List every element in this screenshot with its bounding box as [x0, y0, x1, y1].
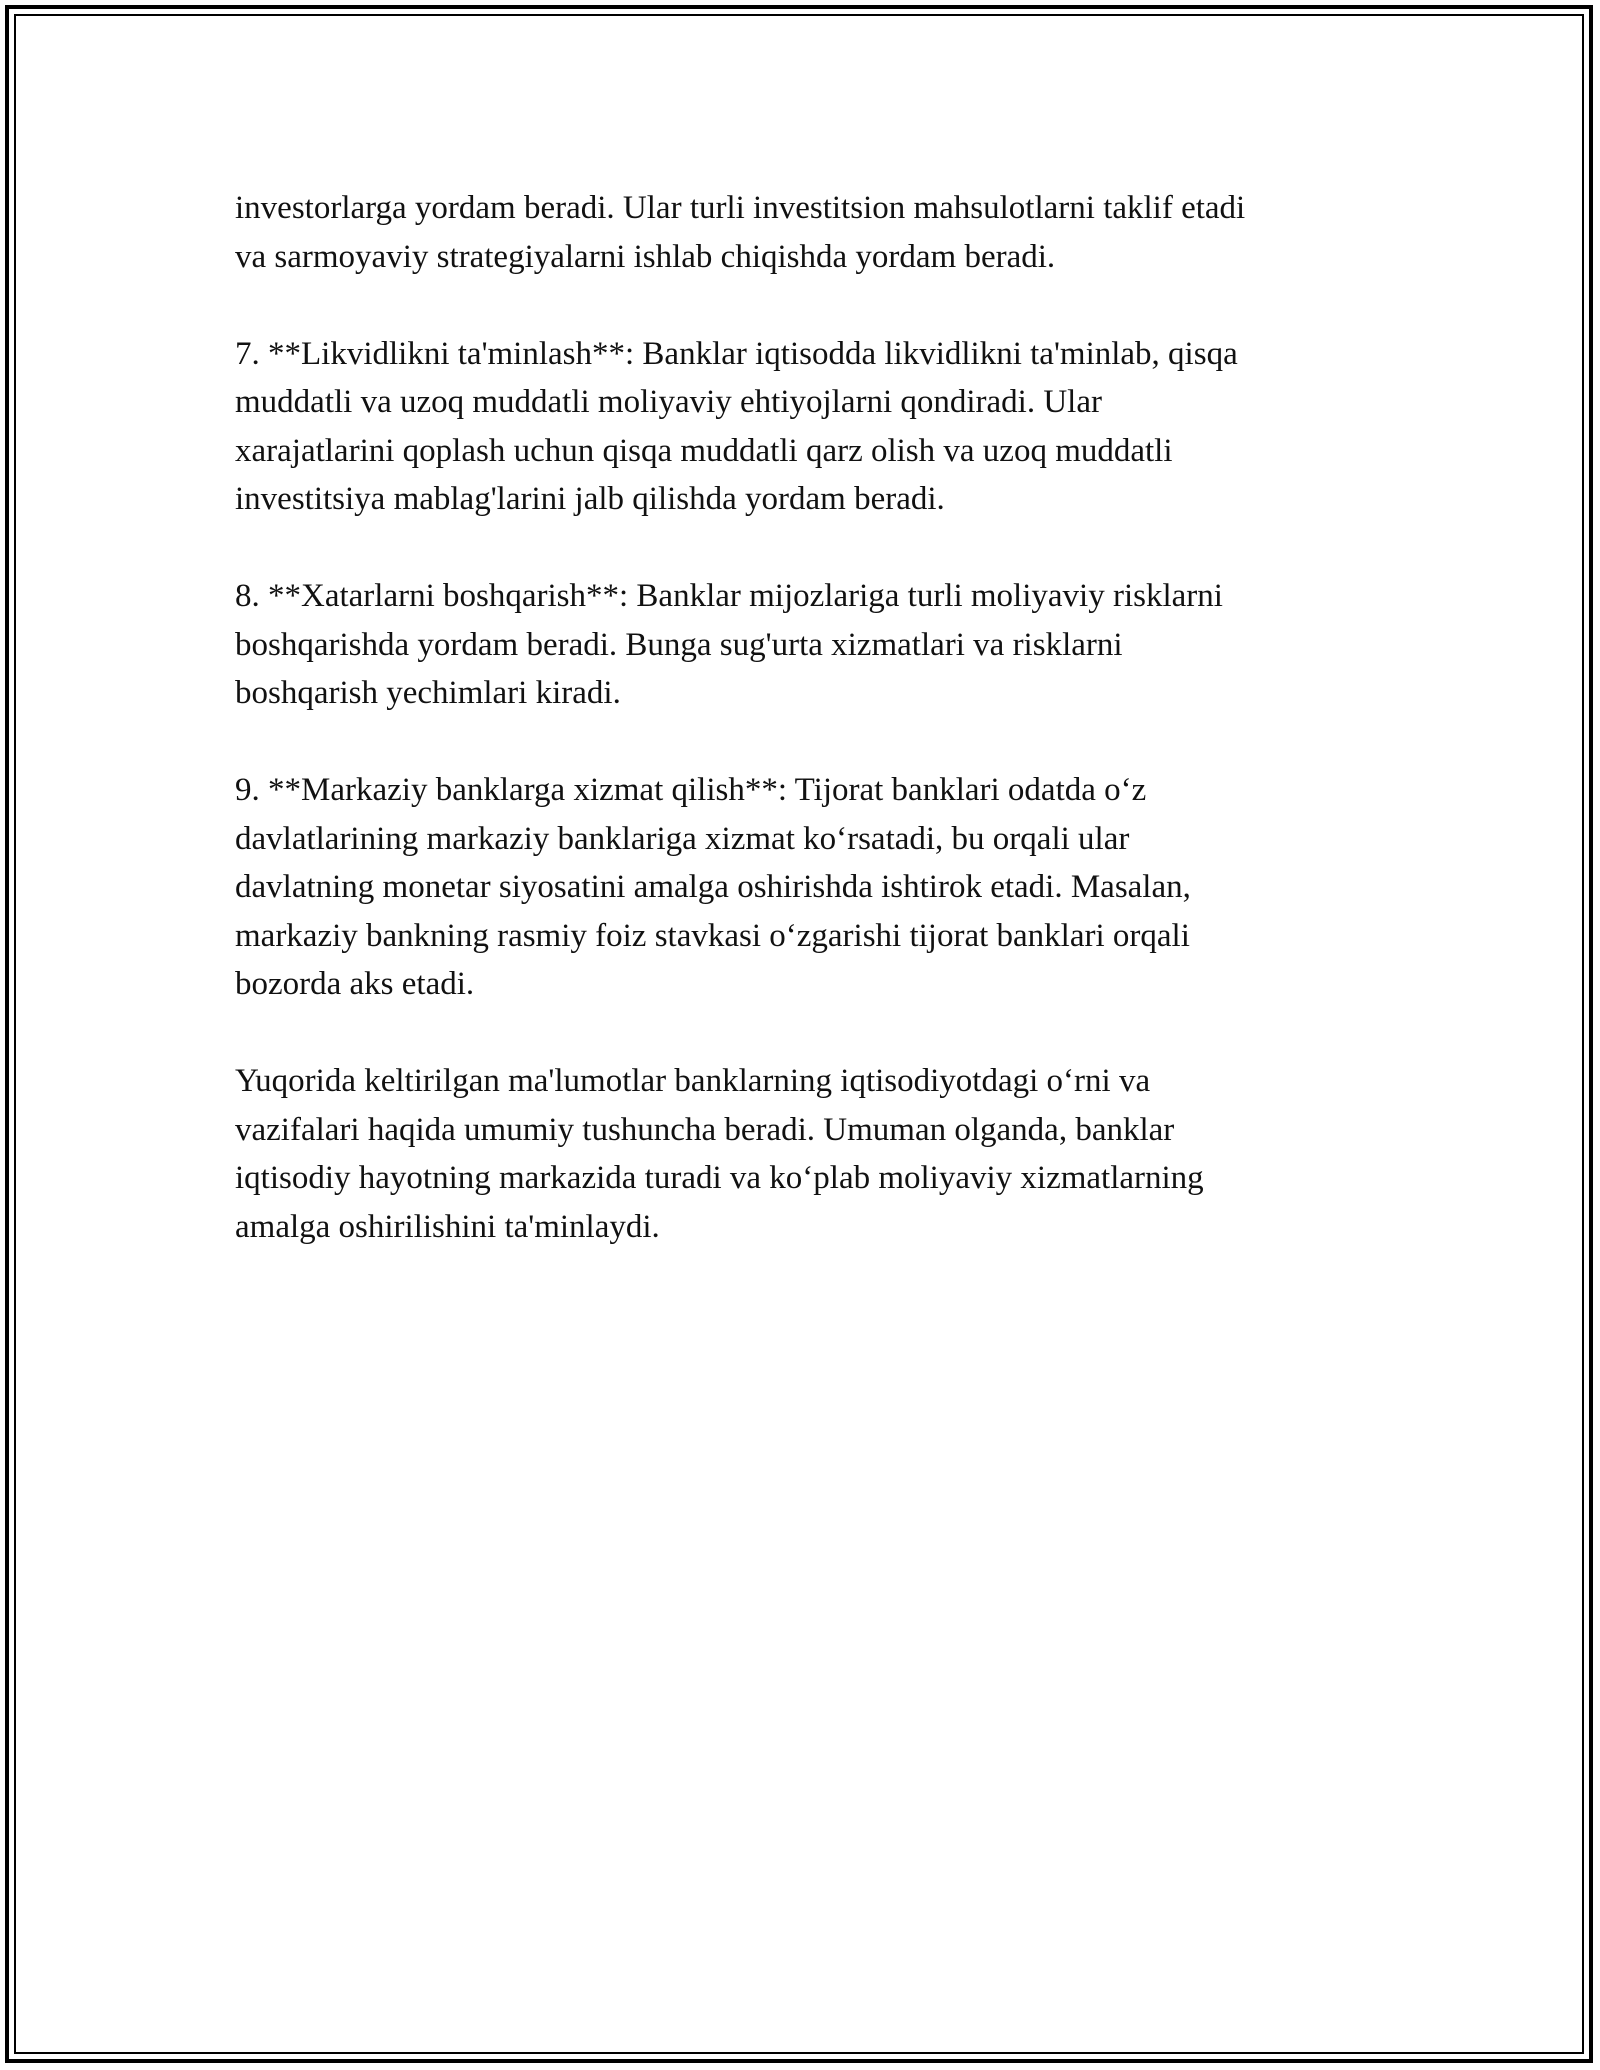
document-body [235, 184, 1375, 1300]
paragraph-liquidity: 7. **Likvidlikni ta'minlash**: Banklar iqtisodda likvidlikni ta'minlab, qisqa muddatli va uzoq muddatli moliyaviy ehtiyojlarni qondiradi. Ular xarajatlarini qoplash uchun qisqa muddatli qarz olish va uzoq muddatli investitsiya mablag'larini jalb qilishda yordam beradi. [235, 335, 1238, 517]
paragraph-central-banks: 9. **Markaziy banklarga xizmat qilish**: Tijorat banklari odatda o‘z davlatlarining markaziy banklariga xizmat ko‘rsatadi, bu orqali ular davlatning monetar siyosatini amalga oshirishda ishtirok etadi. Masalan, markaziy bankning rasmiy foiz stavkasi o‘zgarishi tijorat banklari orqali bozorda aks etadi. [235, 772, 1191, 1002]
paragraph-investment-continuation: investorlarga yordam beradi. Ular turli investitsion mahsulotlarni taklif etadi va sarmoyaviy strategiyalarni ishlab chiqishda yordam beradi. [235, 190, 1246, 275]
paragraph-conclusion: Yuqorida keltirilgan ma'lumotlar banklarning iqtisodiyotdagi o‘rni va vazifalari haqida umumiy tushuncha beradi. Umuman olganda, banklar iqtisodiy hayotning markazida turadi va ko‘plab moliyaviy xizmatlarning amalga oshirilishini ta'minlaydi. [235, 1063, 1204, 1245]
paragraph-risk-management: 8. **Xatarlarni boshqarish**: Banklar mijozlariga turli moliyaviy risklarni boshqarishda yordam beradi. Bunga sug'urta xizmatlari va risklarni boshqarish yechimlari kiradi. [235, 578, 1223, 711]
